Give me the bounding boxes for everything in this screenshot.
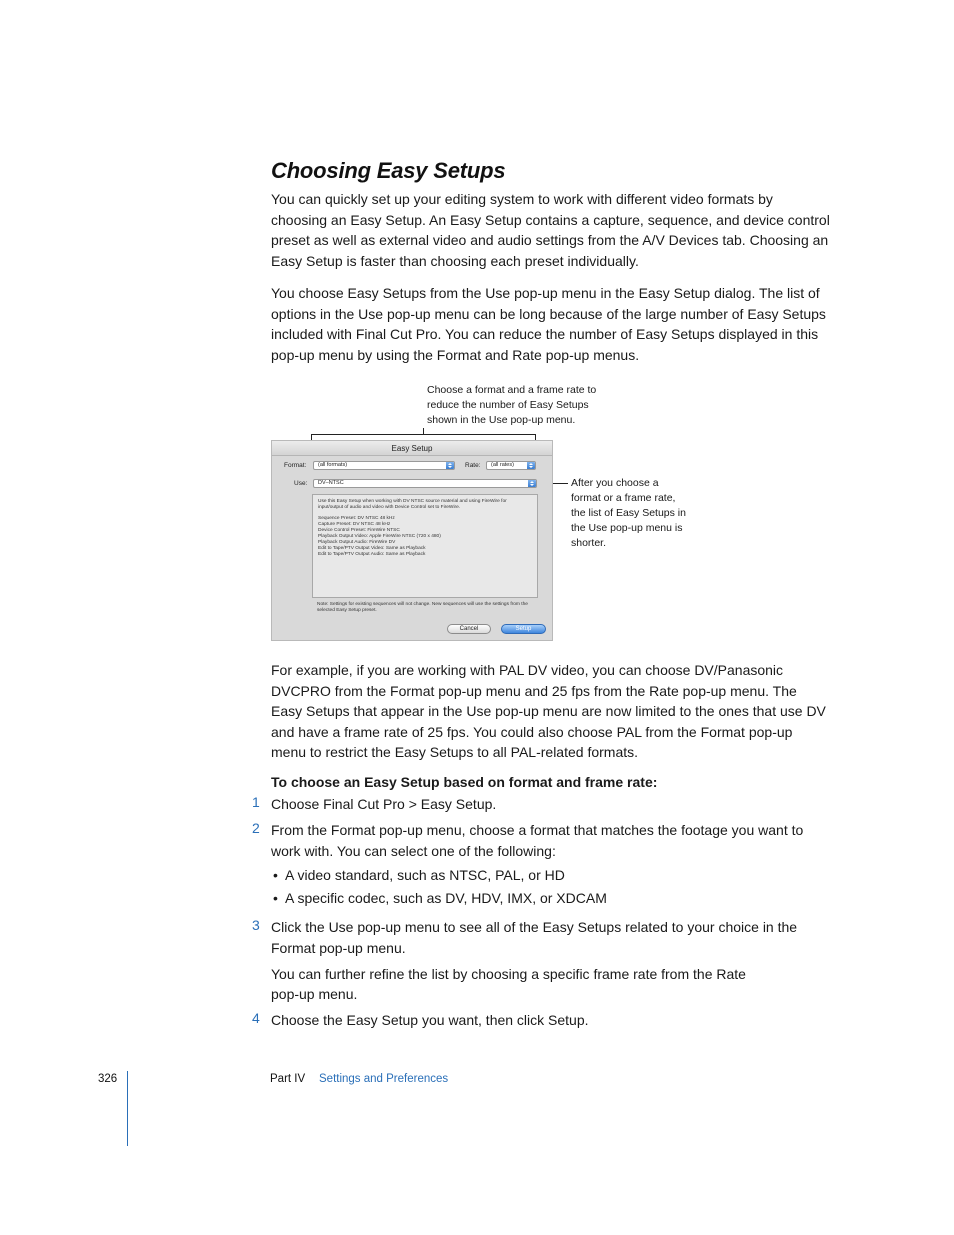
caption-right-line: format or a frame rate,	[571, 492, 676, 504]
list-item	[273, 890, 607, 906]
dialog-note: Note: Settings for existing sequences will not change. New sequences will use the settings from the selected Easy Setup preset.	[317, 602, 528, 613]
caption-right	[571, 476, 686, 551]
use-label: Use:	[294, 480, 308, 487]
step-text: Click the Use pop-up menu to see all of the Easy Setups related to your choice in the Format pop-up menu.	[271, 919, 798, 956]
caption-top-line: reduce the number of Easy Setups	[427, 399, 589, 411]
rate-label: Rate:	[465, 462, 481, 469]
example-paragraph: For example, if you are working with PAL DV video, you can choose DV/Panasonic DVCPRO from the Format pop-up menu and 25 fps from the Rate pop-up menu. The Easy Setups that appear in the Use pop-up menu are now limited to the ones that use DV and have a frame rate of 25 fps. You could also choose PAL from the Format pop-up menu to restrict the Easy Setups to all PAL-related formats.	[271, 662, 826, 760]
popup-arrows-icon	[527, 462, 535, 469]
page-title: Choosing Easy Setups	[271, 158, 506, 183]
caption-top-line: Choose a format and a frame rate to	[427, 384, 597, 396]
bullet-char: •	[273, 890, 278, 906]
step-text: Choose Final Cut Pro > Easy Setup.	[271, 796, 497, 812]
caption-top-line: shown in the Use pop-up menu.	[427, 414, 576, 426]
step-note-line: You can further refine the list by choosing a specific frame rate from the Rate	[271, 966, 746, 982]
rate-popup-value: (all rates)	[491, 462, 514, 468]
format-popup[interactable]	[313, 461, 455, 470]
bullet-char: •	[273, 867, 278, 883]
footer-part: Part IV	[270, 1073, 306, 1085]
intro-paragraph: You can quickly set up your editing system to work with different video formats by choosing an Easy Setup. An Easy Setup contains a capture, sequence, and device control preset as well as external video and audio settings from the A/V Devices tab. Choosing an Easy Setup is faster than choosing each preset individually.	[271, 191, 830, 269]
easy-setup-description	[312, 494, 538, 598]
caption-right-line: the list of Easy Setups in	[571, 507, 686, 519]
description-line: Capture Preset: DV NTSC 48 kHz	[318, 522, 391, 527]
popup-arrows-icon	[446, 462, 454, 469]
footer-divider	[127, 1071, 128, 1146]
format-label: Format:	[284, 462, 307, 469]
list-item	[273, 867, 565, 883]
page-number: 326	[98, 1073, 118, 1085]
popup-arrows-icon	[528, 480, 536, 487]
easy-setup-dialog	[271, 440, 553, 641]
step-number: 2	[252, 820, 260, 836]
format-popup-value: (all formats)	[318, 462, 348, 468]
description-line: Device Control Preset: FireWire NTSC	[318, 528, 400, 533]
caption-right-line: the Use pop-up menu is	[571, 522, 683, 534]
step-note-line: pop-up menu.	[271, 986, 358, 1002]
rate-popup[interactable]	[486, 461, 536, 470]
step-number: 1	[252, 794, 260, 810]
procedure-heading: To choose an Easy Setup based on format and frame rate:	[271, 774, 658, 790]
footer-section-link[interactable]: Settings and Preferences	[319, 1073, 449, 1085]
step-text: Choose the Easy Setup you want, then click Setup.	[271, 1012, 589, 1028]
description-line: Edit to Tape/PTV Output Video: Same as Playback	[318, 546, 426, 551]
description-intro: Use this Easy Setup when working with DV NTSC source material and using FireWire for input/output of audio and video with Device Control set to FireWire.	[318, 499, 507, 510]
description-line: Sequence Preset: DV NTSC 48 kHz	[318, 516, 395, 521]
setup-button[interactable]: Setup	[501, 624, 546, 634]
use-popup-value: DV–NTSC	[318, 480, 344, 486]
bullet-text: A video standard, such as NTSC, PAL, or HD	[285, 867, 565, 883]
step-number: 3	[252, 917, 260, 933]
cancel-button[interactable]: Cancel	[447, 624, 491, 634]
step-number: 4	[252, 1010, 260, 1026]
bullet-text: A specific codec, such as DV, HDV, IMX, or XDCAM	[285, 890, 607, 906]
description-line: Edit to Tape/PTV Output Audio: Same as Playback	[318, 552, 426, 557]
caption-top	[427, 383, 596, 428]
callout-bracket	[311, 434, 536, 435]
step-text: From the Format pop-up menu, choose a format that matches the footage you want to work with. You can select one of the following:	[271, 822, 804, 859]
description-line: Playback Output Video: Apple FireWire NTSC (720 x 480)	[318, 534, 441, 539]
dialog-title: Easy Setup	[391, 444, 433, 453]
use-popup[interactable]	[313, 479, 537, 488]
caption-right-line: shorter.	[571, 537, 607, 549]
caption-right-line: After you choose a	[571, 477, 659, 489]
description-line: Playback Output Audio: FireWire DV	[318, 540, 396, 545]
use-menu-paragraph: You choose Easy Setups from the Use pop-up menu in the Easy Setup dialog. The list of options in the Use pop-up menu can be long because of the large number of Easy Setups included with Final Cut Pro. You can reduce the number of Easy Setups displayed in this pop-up menu by using the Format and Rate pop-up menus.	[271, 285, 826, 363]
